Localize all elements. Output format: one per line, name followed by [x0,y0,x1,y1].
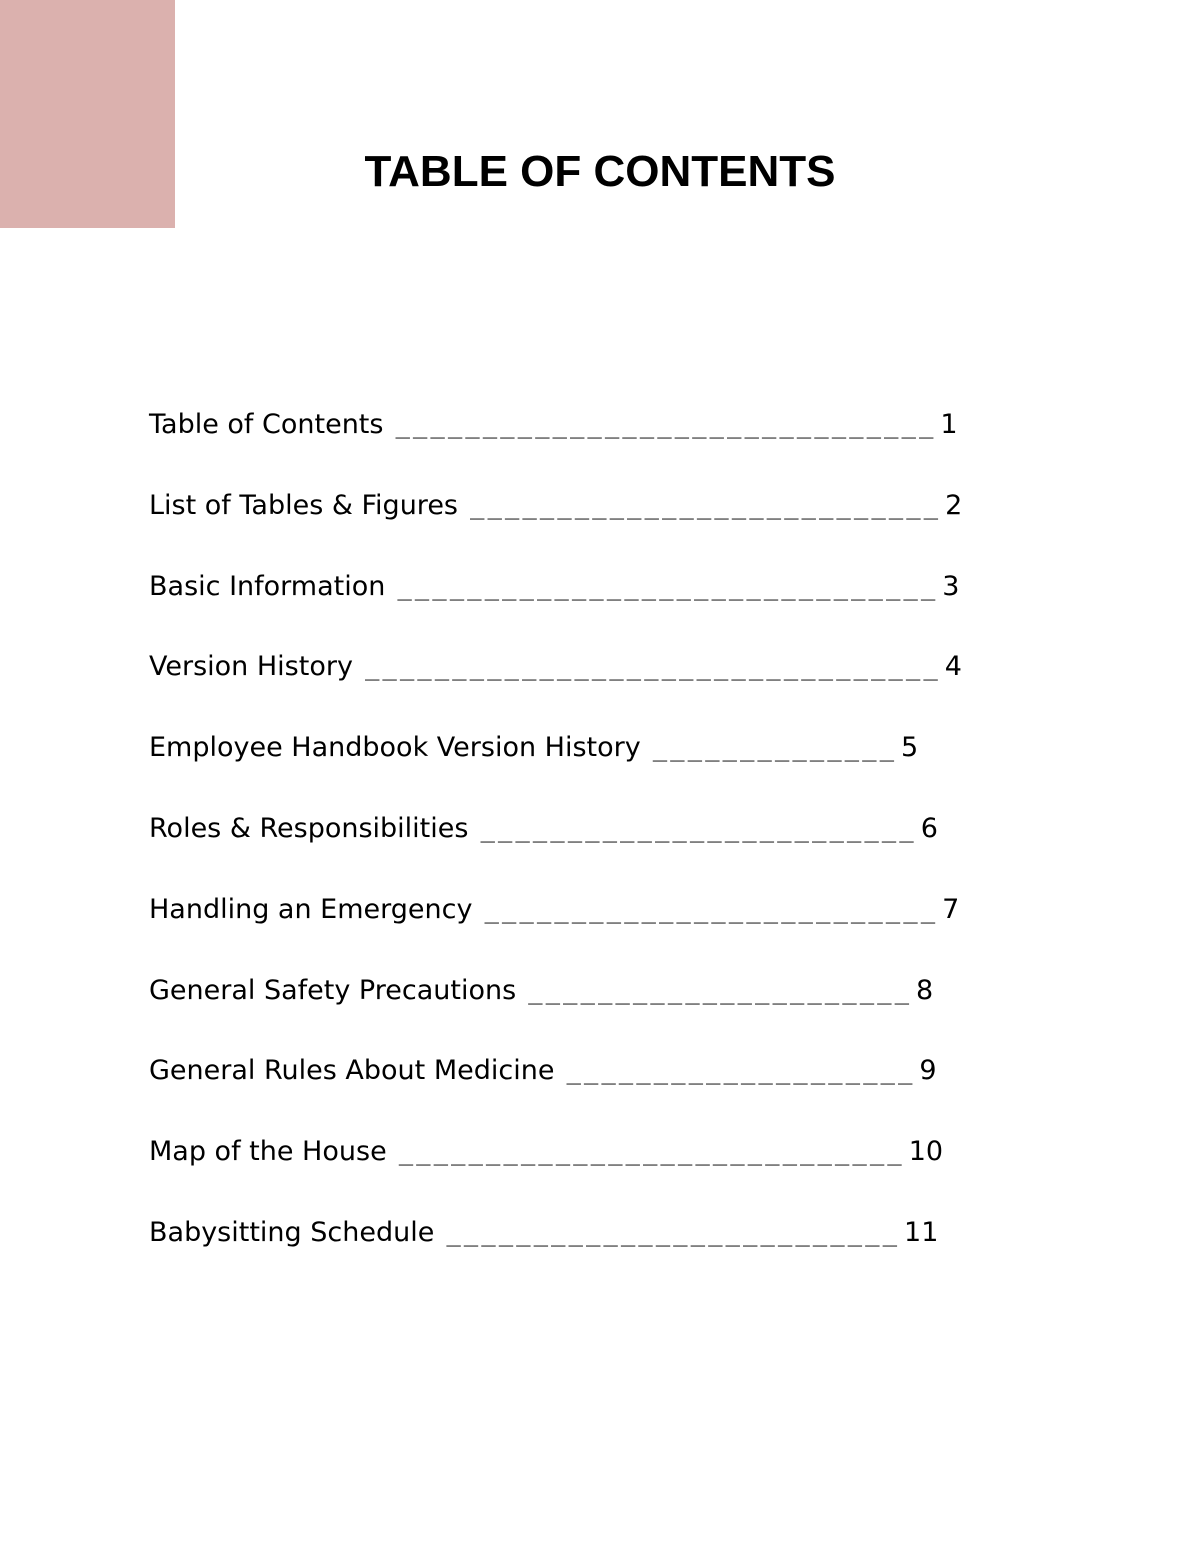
toc-entry[interactable] [149,966,1009,1047]
table-of-contents [149,400,1009,1289]
toc-entry[interactable] [149,562,1009,643]
toc-page-number: 1 [940,409,958,440]
toc-entry[interactable] [149,1127,1009,1208]
toc-entry-label: Roles & Responsibilities [149,812,469,844]
toc-leader: _________________________________ [364,653,941,682]
toc-leader: _____________________________ [398,1138,905,1167]
toc-leader: _______________________________ [395,411,937,439]
toc-entry-label: General Safety Precautions [149,974,517,1006]
toc-entry-label: Version History [149,651,353,683]
toc-entry[interactable] [149,885,1009,966]
toc-entry[interactable] [149,481,1009,562]
toc-leader: __________________________ [484,895,939,924]
toc-leader: _________________________ [480,814,917,843]
page-title: TABLE OF CONTENTS [364,147,836,197]
toc-entry[interactable] [149,400,1009,481]
toc-leader: ______________________ [528,976,913,1005]
toc-leader: _______________________________ [397,572,939,601]
toc-page-number: 7 [942,893,960,925]
toc-entry[interactable] [149,723,1009,804]
toc-leader: ___________________________ [470,491,942,520]
toc-page-number: 6 [920,812,938,844]
toc-page-number: 2 [945,489,963,521]
toc-page-number: 5 [901,732,919,764]
toc-page-number: 10 [908,1136,944,1168]
toc-entry-label: Table of Contents [149,409,384,440]
toc-entry-label: Basic Information [149,570,386,602]
toc-entry-label: General Rules About Medicine [149,1055,555,1087]
toc-leader: ______________ [652,734,898,763]
toc-leader: __________________________ [446,1218,901,1247]
toc-page-number: 3 [942,570,960,602]
toc-page-number: 11 [904,1216,939,1248]
toc-entry[interactable] [149,1208,1009,1289]
toc-page-number: 8 [916,974,934,1006]
toc-page-number: 9 [919,1055,937,1087]
toc-entry-label: Map of the House [149,1136,387,1168]
toc-entry[interactable] [149,804,1009,885]
toc-entry-label: Employee Handbook Version History [149,732,641,764]
toc-entry[interactable] [149,1046,1009,1127]
toc-entry-label: Babysitting Schedule [149,1216,435,1248]
toc-entry[interactable] [149,642,1009,723]
toc-leader: ____________________ [566,1057,916,1086]
toc-page-number: 4 [944,651,962,683]
toc-entry-label: Handling an Emergency [149,893,473,925]
toc-entry-label: List of Tables & Figures [149,489,458,521]
